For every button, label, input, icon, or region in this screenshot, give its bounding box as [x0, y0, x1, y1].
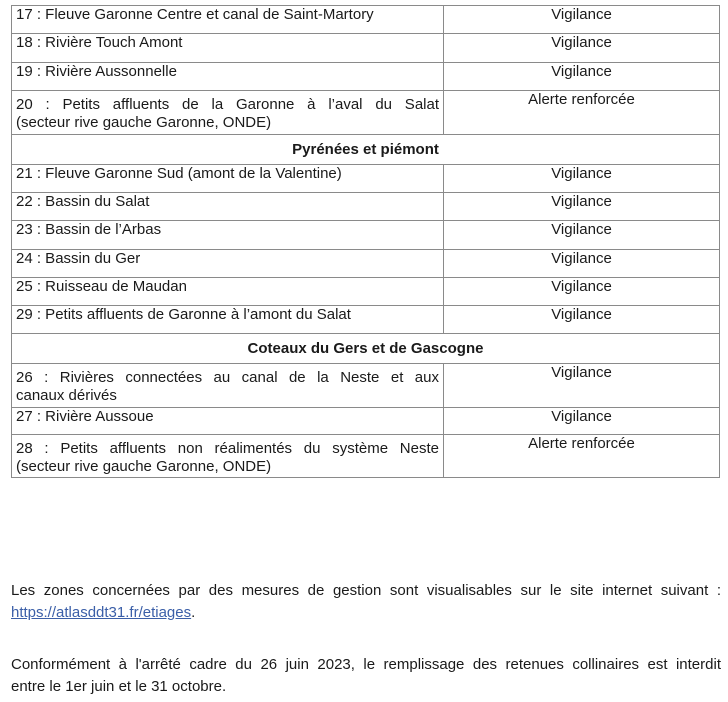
zone-level-28: Alerte renforcée: [444, 435, 720, 478]
zone-name-20-line2: (secteur rive gauche Garonne, ONDE): [16, 114, 272, 131]
zone-level-23: Vigilance: [444, 221, 720, 250]
zones-table: [11, 5, 720, 478]
zone-level-26: Vigilance: [444, 364, 720, 408]
table-row: [12, 278, 720, 306]
zone-name-25: 25 : Ruisseau de Maudan: [12, 278, 444, 306]
paragraph-arrete-line1: Conformément à l'arrêté cadre du 26 juin 2023, le remplissage des retenues collinaires est interdit: [11, 656, 721, 673]
paragraph-arrete-line2: entre le 1er juin et le 31 octobre.: [11, 678, 227, 695]
paragraph-zones-line1: Les zones concernées par des mesures de gestion sont visualisables sur le site internet suivant :: [11, 582, 721, 599]
zone-level-17: Vigilance: [444, 6, 720, 34]
table-row: [12, 63, 720, 91]
table-row: [12, 34, 720, 63]
table-row: [12, 221, 720, 250]
zone-name-18: 18 : Rivière Touch Amont: [12, 34, 444, 63]
zone-name-28-line2: (secteur rive gauche Garonne, ONDE): [16, 458, 272, 475]
table-row: [12, 364, 720, 408]
zone-name-20: [12, 91, 444, 135]
zone-name-28: [12, 435, 444, 478]
table-row: [12, 250, 720, 278]
table-row: [12, 165, 720, 193]
zone-level-21: Vigilance: [444, 165, 720, 193]
zone-name-23: 23 : Bassin de l’Arbas: [12, 221, 444, 250]
zone-level-19: Vigilance: [444, 63, 720, 91]
paragraph-zones-period: .: [191, 604, 196, 621]
zone-name-21: 21 : Fleuve Garonne Sud (amont de la Valentine): [12, 165, 444, 193]
zone-name-22: 22 : Bassin du Salat: [12, 193, 444, 221]
zone-name-19: 19 : Rivière Aussonnelle: [12, 63, 444, 91]
zone-level-25: Vigilance: [444, 278, 720, 306]
paragraph-arrete-cadre: [11, 654, 721, 698]
table-row: [12, 193, 720, 221]
table-row: [12, 6, 720, 34]
zone-name-27: 27 : Rivière Aussoue: [12, 408, 444, 435]
table-row: [12, 306, 720, 334]
zone-name-26: [12, 364, 444, 408]
zone-level-27: Vigilance: [444, 408, 720, 435]
zone-name-29: 29 : Petits affluents de Garonne à l’amont du Salat: [12, 306, 444, 334]
zone-level-24: Vigilance: [444, 250, 720, 278]
etiages-link[interactable]: https://atlasddt31.fr/etiages: [11, 604, 192, 621]
zone-name-17: 17 : Fleuve Garonne Centre et canal de Saint-Martory: [12, 6, 444, 34]
zone-level-29: Vigilance: [444, 306, 720, 334]
table-row: [12, 435, 720, 478]
zone-level-22: Vigilance: [444, 193, 720, 221]
table-row: [12, 408, 720, 435]
section-header-row: [12, 135, 720, 165]
zone-name-20-line1: 20 : Petits affluents de la Garonne à l’aval du Salat: [16, 96, 439, 113]
section-title-coteaux: Coteaux du Gers et de Gascogne: [12, 334, 720, 364]
section-title-pyrenees: Pyrénées et piémont: [12, 135, 720, 165]
section-header-row: [12, 334, 720, 364]
zone-name-24: 24 : Bassin du Ger: [12, 250, 444, 278]
zone-name-28-line1: 28 : Petits affluents non réalimentés du système Neste: [16, 440, 439, 457]
zone-level-18: Vigilance: [444, 34, 720, 63]
zone-level-20: Alerte renforcée: [444, 91, 720, 135]
zone-name-26-line1: 26 : Rivières connectées au canal de la Neste et aux: [16, 369, 439, 386]
table-row: [12, 91, 720, 135]
zone-name-26-line2: canaux dérivés: [16, 387, 117, 404]
paragraph-zones-website: [11, 580, 721, 624]
